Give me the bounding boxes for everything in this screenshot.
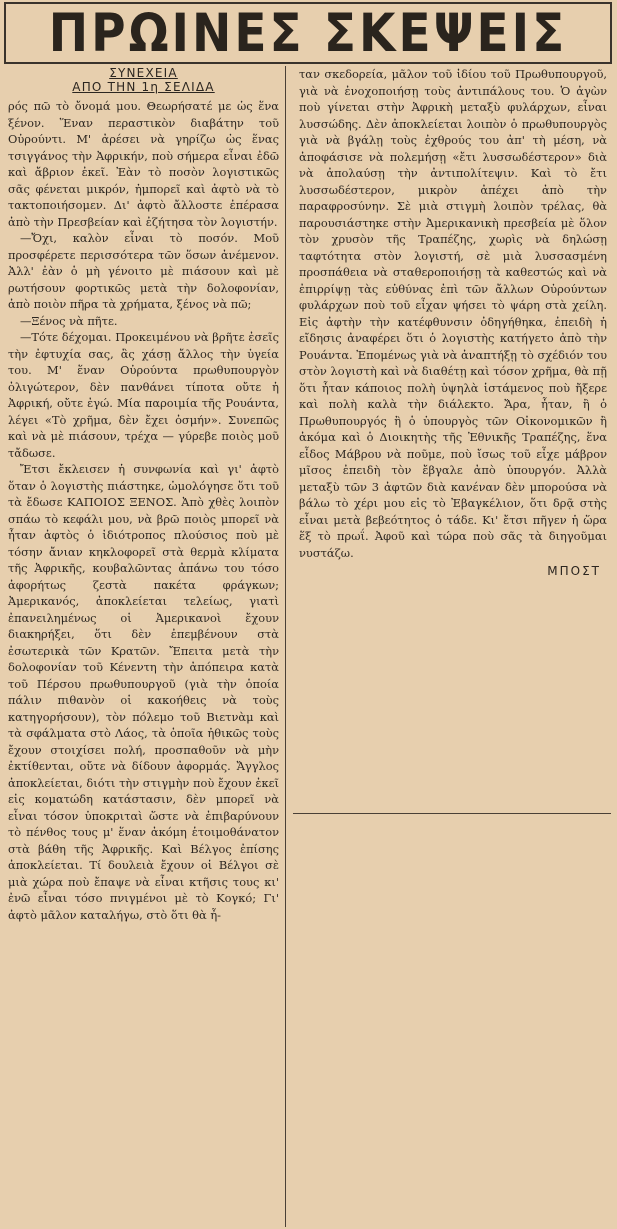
paragraph: —Ὄχι, καλὸν εἶναι τὸ ποσόν. Μοῦ προσφέρετε περισσότερα τῶν ὅσων ἀνέμενον. Ἀλλ' ἐὰν ὁ μὴ γένοιτο μὲ πιάσουν καὶ μὲ ρωτήσουν φορτικῶς μετὰ τὴν δολοφονίαν, ἀπὸ ποιὸν πῆρα τὰ χρήματα, ξένος νὰ πῶ; bbox=[8, 231, 279, 311]
continuation-note bbox=[8, 66, 279, 94]
paragraph: Ἔτσι ἔκλεισεν ἡ συνφωνία καὶ γι' ἀφτὸ ὅταν ὁ λογιστὴς πιάστηκε, ὡμολόγησε ὅτι τοῦ τὰ ἔδωσε ΚΑΠΟΙΟΣ ΞΕΝΟΣ. Ἀπὸ χθὲς λοιπὸν σπάω τὸ κεφάλι μου, νὰ βρῶ ποιὸς μπορεῖ νὰ ἦταν ἀφτὸς ὁ ἰδιότροπος πλούσιος ποὺ μὲ τόσην ἄνιαν κηκλοφορεῖ στὰ θερμὰ κλίματα τῆς Ἀφρικῆς, κουβαλῶντας ἀπάνω του τόσο ἀφορήτως ζεστὰ πακέτα φράγκων; Ἀμερικανός, ἀποκλείεται τελείως, γιατὶ ἐπανειλημένως οἱ Ἀμερικανοὶ ἔχουν διακηρήξει, ὅτι δὲν ἐπεμβένουν στὰ ἐσωτερικὰ τῶν Κρατῶν. Ἔπειτα μετὰ τὴν δολοφονίαν τοῦ Κένεντη τὴν ἀπόπειρα κατὰ τοῦ Πέρσου πρωθυπουργοῦ (γιὰ τὴν ὁποία πάλιν πιθανὸν οἱ κακοήθεις νὰ τοὺς κατηγορήσουν), τὸν πόλεμο τοῦ Βιετνὰμ καὶ τὰ σφάλματα στὸ Λάος, τὰ ὁποῖα ἠθικῶς τοὺς ἔχουν στοιχίσει πολή, προσπαθοῦν νὰ μὴν ἐκτίθενται, οὔτε νὰ δίδουν ἀφορμάς. Ἄγγλος ἀποκλείεται, διότι τὴν στιγμὴν ποὺ ἔχουν ἐκεῖ εἰς κοματώδη κατάστασιν, δὲν μπορεῖ νὰ εἶναι τόσον ὑποκριταὶ ὥστε νὰ ἐπιβαρύνουν τὸ πένθος τους μ' ἕναν ἀκόμη ἑτοιμοθάνατον στὰ βάθη τῆς Ἀφρικῆς. Καὶ Βέλγος ἐπίσης ἀποκλείεται. Τί δουλειὰ ἔχουν οἱ Βέλγοι σὲ μιὰ χώρα ποὺ ἔπαψε νὰ εἶναι κτῆσις τους κι' ἐνῶ εἶναι τόσο πνιγμένοι μὲ τὸ Κογκό; Γι' ἀφτὸ μᾶλον καταλήγω, στὸ ὅτι θὰ ἦ- bbox=[8, 462, 279, 922]
left-column bbox=[6, 66, 286, 1227]
paragraph: ρός πῶ τὸ ὄνομά μου. Θεωρήσατέ με ὡς ἕνα ξένον. Ἕναν περαστικὸν διαβάτην τοῦ Οὐρούντι. Μ' ἀρέσει νὰ γηρίζω ὡς ἕνας τσιγγάνος τὴν Ἀφρικήν, ποὺ σήμερα εἶναι ἐδῶ καὶ ἄβριον ἐκεῖ. Ἐὰν τὸ ποσὸν λογιστικῶς σᾶς φένεται μικρόν, ἠμπορεῖ καὶ ἀφτὸ νὰ τὸ τακτοποιήσομεν. Δι' ἀφτὸ ἄλλοστε ἐπέρασα ἀπὸ τὴν Πρεσβείαν καὶ ἐζήτησα τὸν λογιστήν. bbox=[8, 99, 279, 229]
paragraph: ταν σκεδορεία, μᾶλον τοῦ ἰδίου τοῦ Πρωθυπουργοῦ, γιὰ νὰ ἐνοχοποιήσῃ τοὺς ἀντιπάλους του. Ὁ ἀγὼν ποὺ γίνεται στὴν Ἀφρικὴ μεταξὺ φυλάρχων, εἶναι λυσσώδης. Δὲν ἀποκλείεται λοιπὸν ὁ πρωθυπουργὸς γιὰ νὰ βγάλῃ τοὺς ἐχθρούς του ἀπ' τὴ μέση, νὰ ἀποφάσισε νὰ πολεμήσῃ «ἔτι λυσσωδέστερον» διὰ νὰ ἀπολαύσῃ τὴν ἀντιπολίτεψιν. Καὶ τὸ ἔτι λυσσωδέστερον, μικρὸν ἀπέχει ἀπὸ τὴν παραφροσύνην. Σὲ μιὰ στιγμὴ λοιπὸν τρέλας, θὰ παρουσιάστηκε στὴν Ἀμερικανικὴ πρεσβεία μὲ ὅλον τὸν χρυσὸν τῆς Τραπέζης, χωρὶς νὰ δηλώσῃ ταφτότητα στὸν λογιστή, σὲ μιὰ λυσσασμένη προσπάθεια νὰ σταθεροποιήσῃ τὰ καθεστώς καὶ νὰ ἐπιρρίψῃ τὰς εὐθύνας ἐπὶ τῶν ἄλλων Οὐρούντων φυλάρχων ποὺ τοῦ εἶχαν ψήσει τὸ ψάρη στὰ χείλη. Εἰς ἀφτὴν τὴν κατέφθυνσιν ὀδηγήθηκα, ἐπειδὴ ἡ εἴδησις ἀναφέρει ὅτι ὁ λογιστὴς κατήγετο ἀπὸ τὴν Ρουάντα. Ἐπομένως γιὰ νὰ ἀναπτήξῃ τὸ σχέδιόν του στὸν λογιστὴ καὶ νὰ διαθέτῃ καὶ τόσον χρῆμα, θὰ πῇ ὅτι ἦταν κάποιος πολὴ ὑψηλὰ ἱστάμενος ποὺ ἤξερε καὶ πολὴ καλὰ τὴν διάλεκτο. Ἄρα, ἦταν, ἢ ὁ Πρωθυπουργός ἢ ὁ ὑπουργὸς τῶν Οἰκονομικῶν ἢ ἀκόμα καὶ ὁ Διοικητὴς τῆς Ἐθνικῆς Τραπέζης, ἕνα εἶδος Μάβρου νὰ ποῦμε, ποὺ ἴσως τοῦ εἶχε μάβρον μῖσος ἐπειδὴ τὸν ἔβγαλε ἀπὸ ὑπουργόν. Ἀλλὰ μεταξὺ τῶν 3 ἀφτῶν διὰ κανέναν δὲν μπορούσα νὰ βάλω τὸ χέρι μου εἰς τὸ Ἐβαγκέλιον, ὅτι δρᾷ στὴς εἶναι μετὰ βεβεότητος ὁ τάδε. Κι' ἔτσι πῆγεν ἡ ὥρα ἕξ τὸ πρωΐ. Ἀφοῦ καὶ τώρα ποὺ σᾶς τὰ διηγοῦμαι νυστάζω. bbox=[299, 67, 607, 560]
headline: ΠΡΩΙΝΕΣ ΣΚΕΨΕΙΣ bbox=[48, 2, 568, 64]
right-column bbox=[293, 66, 611, 814]
headline-box bbox=[4, 2, 612, 64]
author-signature: ΜΠΟΣΤ bbox=[547, 564, 601, 578]
paragraph: —Ξένος νὰ πῆτε. bbox=[20, 313, 118, 328]
paragraph: —Τότε δέχομαι. Προκειμένου νὰ βρῆτε ἐσεῖς τὴν ἐφτυχία σας, ἂς χάσῃ ἄλλος τὴν ὑγεία του. Μ' ἕναν Οὐρούντα πρωθυπουργὸν ὀλιγώτερον, δὲν πανθάνει τίποτα οὔτε ἡ Ἀφρική, οὔτε ἐγώ. Μία παροιμία τῆς Ρουάντα, λέγει «Τὸ χρῆμα, δὲν ἔχει ὀσμήν». Συνεπῶς καὶ νὰ μὲ πιάσουν, τρέχα — γύρεβε ποιὸς μοῦ τἄδωσε. bbox=[8, 330, 279, 460]
continuation-line-1: ΣΥΝΕΧΕΙΑ bbox=[109, 66, 178, 80]
continuation-line-2: ΑΠΟ ΤΗΝ 1η ΣΕΛΙΔΑ bbox=[72, 80, 215, 94]
